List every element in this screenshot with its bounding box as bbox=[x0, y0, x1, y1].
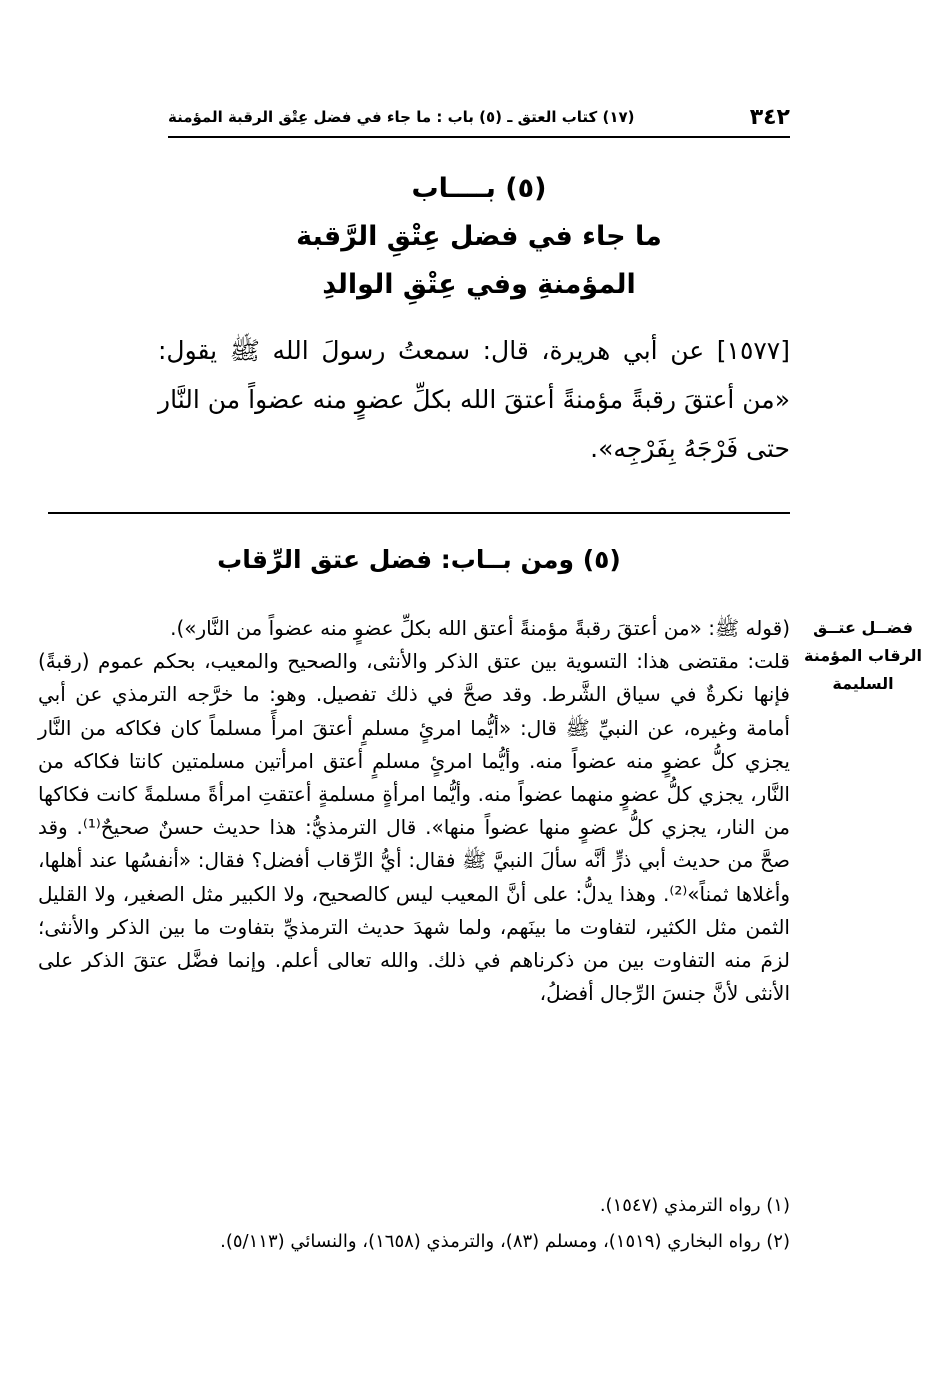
header-rule bbox=[168, 136, 790, 138]
commentary-paragraph: قلت: مقتضى هذا: التسوية بين عتق الذكر والأنثى، والصحيح والمعيب، بحكم عموم (رقبةً) فإنها نكرةٌ في سياق الشَّرط. وقد صحَّ في ذلك تفصيل. وهو: ما خرَّجه الترمذي عن أبي أمامة وغيره، عن النبيِّ ﷺ قال: «أيُّما امرئٍ مسلمٍ أعتقَ امرأً مسلماً كان فكاكه من النَّار يجزي كلُّ عضوٍ منه عضواً منه. وأيُّما امرئٍ مسلمٍ أعتق امرأتين مسلمتين كانتا فكاكه من النَّار، يجزي كلُّ عضوٍ منهما عضواً منه. وأيُّما امرأةٍ مسلمةٍ أعتقتِ امرأةً مسلمةً كانت فكاكها من النار، يجزي كلُّ عضوٍ منها عضواً منها». قال الترمذيُّ: هذا حديث حسنٌ صحيحٌ⁽¹⁾. وقد صحَّ من حديث أبي ذرٍّ أنَّه سألَ النبيَّ ﷺ فقال: أيُّ الرِّقاب أفضل؟ فقال: «أنفسُها عند أهلها، وأغلاها ثمناً»⁽²⁾. وهذا يدلُّ: على أنَّ المعيب ليس كالصحيح، ولا الكبير مثل الصغير، ولا القليل الثمن مثل الكثير، لتفاوت ما بينَهم، ولما شهدَ حديث الترمذيِّ بتفاوت ما بين الذكر والأنثى؛ لزمَ منه التفاوت بين من ذكرناهم في ذلك. والله تعالى أعلم. وإنما فضَّل عتقَ الذكر على الأنثى لأنَّ جنسَ الرِّجال أفضلُ، bbox=[38, 649, 790, 1006]
commentary-paragraph: (قوله ﷺ: «من أعتقَ رقبةً مؤمنةً أعتق الله بكلِّ عضوٍ منه عضواً من النَّار»). bbox=[170, 616, 790, 640]
section-divider bbox=[48, 512, 790, 514]
margin-note: فضــل عتــق الرقاب المؤمنة السليمة bbox=[804, 618, 922, 693]
chapter-number: (٥) بــــاب bbox=[411, 173, 547, 204]
footnote: (٢) رواه البخاري (١٥١٩)، ومسلم (٨٣)، والترمذي (١٦٥٨)، والنسائي (٥/١١٣). bbox=[220, 1231, 790, 1252]
running-title: (١٧) كتاب العتق ـ (٥) باب : ما جاء في فضل عِتْق الرقبة المؤمنة bbox=[168, 108, 635, 126]
page-number: ٣٤٢ bbox=[749, 104, 790, 130]
running-header bbox=[168, 103, 790, 131]
footnote: (١) رواه الترمذي (١٥٤٧). bbox=[599, 1195, 790, 1216]
chapter-title-line-1: ما جاء في فضل عِتْقِ الرَّقبة bbox=[296, 221, 662, 252]
hadith-text: [١٥٧٧] عن أبي هريرة، قال: سمعتُ رسولَ الله ﷺ يقول: «من أعتقَ رقبةً مؤمنةً أعتقَ الله بكلِّ عضوٍ منه عضواً من النَّار حتى فَرْجَهُ بِفَرْجِه». bbox=[158, 336, 790, 463]
commentary-body bbox=[38, 612, 790, 1010]
commentary-title: (٥) ومن بــاب: فضل عتق الرِّقاب bbox=[217, 545, 621, 574]
chapter-heading bbox=[168, 165, 790, 309]
chapter-title-line-2: المؤمنةِ وفي عِتْقِ الوالدِ bbox=[322, 269, 636, 300]
footnotes bbox=[38, 1188, 790, 1260]
